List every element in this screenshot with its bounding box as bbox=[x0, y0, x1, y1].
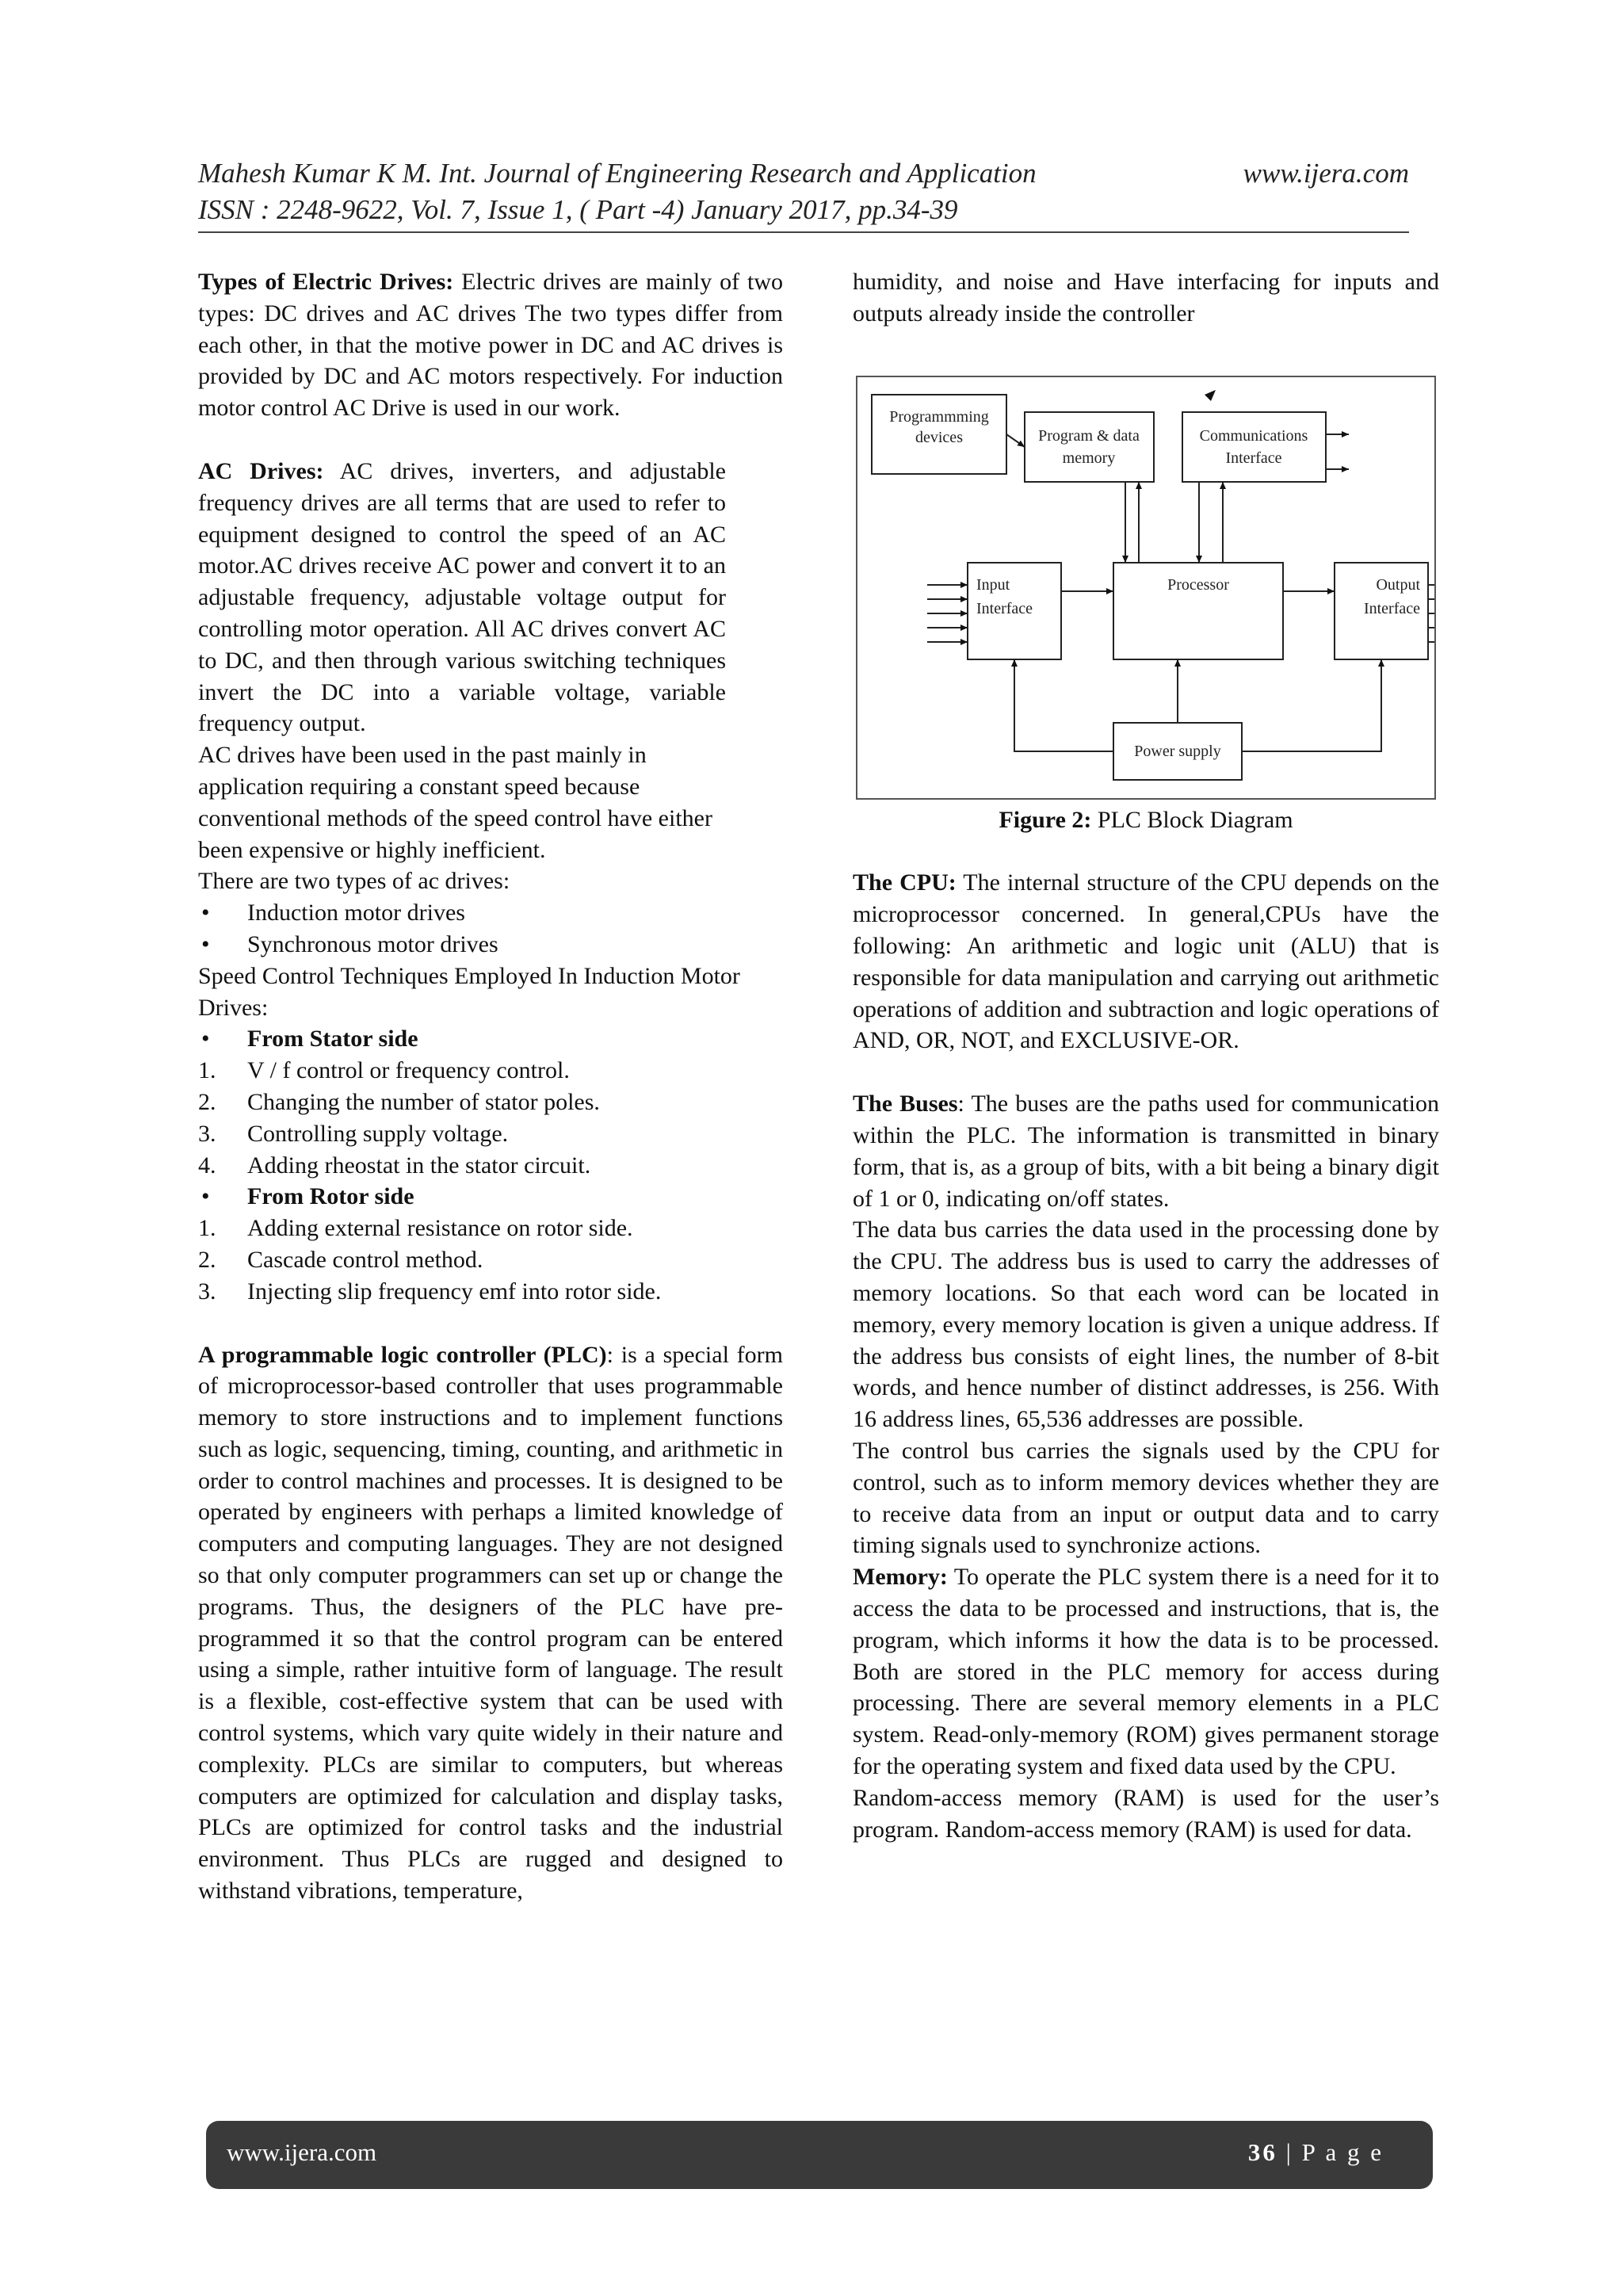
power-to-output-arrow bbox=[1242, 659, 1381, 751]
header-divider bbox=[198, 231, 1409, 233]
power-supply-label: Power supply bbox=[1134, 742, 1221, 760]
journal-website[interactable]: www.ijera.com bbox=[1243, 158, 1409, 189]
drive-types-list bbox=[198, 897, 783, 961]
speed-techniques-line: Speed Control Techniques Employed In Induction Motor Drives: bbox=[198, 962, 740, 1021]
right-column bbox=[853, 266, 1439, 1845]
rotor-heading-list bbox=[198, 1181, 783, 1213]
power-to-input-arrow bbox=[1014, 659, 1113, 751]
figure-caption: Figure 2: PLC Block Diagram bbox=[999, 806, 1293, 833]
cpu-heading: The CPU: bbox=[853, 869, 957, 896]
memory-label-1: Program & data bbox=[1038, 426, 1140, 445]
stator-heading-list bbox=[198, 1023, 783, 1055]
memory-heading: Memory: bbox=[853, 1564, 948, 1591]
page-number: 36 | P a g e bbox=[1247, 2138, 1384, 2166]
control-bus-paragraph: The control bus carries the signals used by the CPU for control, such as to inform memory devices whether they are to receive data from an input or output data and to carry timing signals used to synchronize actions. bbox=[853, 1437, 1439, 1559]
buses-paragraph: The Buses: The buses are the paths used for communication within the PLC. The information is transmitted in binary form, that is, as a group of bits, with a bit being a binary digit of 1 or 0, indicating on/off states. bbox=[853, 1091, 1439, 1212]
prog-to-memory-arrow bbox=[1006, 434, 1025, 447]
left-column bbox=[198, 266, 783, 1907]
data-bus-paragraph: The data bus carries the data used in the processing done by the CPU. The address bus is used to carry the addresses of memory locations. So that each word can be located in memory, every memory location is given a unique address. If the address bus consists of eight lines, the number of 8-bit words, and hence number of distinct addresses, is 256. With 16 address lines, 65,536 addresses are possible. bbox=[853, 1217, 1439, 1433]
memory-paragraph: Memory: To operate the PLC system there is a need for it to access the data to be processed and instructions, that is, the program, which informs it how the data is to be processed. Both are stored in the PLC memory for access during processing. There are several memory elements in a PLC system. Read-only-memory (ROM) gives permanent storage for the operating system and fixed data used by the CPU. bbox=[853, 1564, 1439, 1779]
output-label-1: Output bbox=[1376, 575, 1420, 594]
comms-feedback-arrowhead bbox=[1205, 390, 1216, 401]
journal-citation: Mahesh Kumar K M. Int. Journal of Engineering Research and Application bbox=[198, 158, 1037, 189]
plc-paragraph: A programmable logic controller (PLC): is a special form of microprocessor-based controller that uses programmable memory to store instructions and to implement functions such as logic, sequencing, timing, counting, and arithmetic in order to control machines and processes. It is designed to be operated by engineers with perhaps a limited knowledge of computers and computing languages. They are not designed so that only computer programmers can set up or change the programs. Thus, the designers of the PLC have pre-programmed it so that the control program can be entered using a simple, rather intuitive form of language. The result is a flexible, cost-effective system that can be used with control systems, which vary quite widely in their nature and complexity. PLCs are similar to computers, but whereas computers are optimized for calculation and display tasks, PLCs are optimized for control tasks and the industrial environment. Thus PLCs are rugged and designed to withstand vibrations, temperature, bbox=[198, 1341, 783, 1904]
list-item: • Induction motor drives bbox=[198, 897, 783, 929]
input-label-2: Interface bbox=[976, 599, 1033, 617]
cpu-paragraph: The CPU: The internal structure of the CPU depends on the microprocessor concerned. In general,CPUs have the following: An arithmetic and logic unit (ALU) that is responsible for data manipulation and carrying out arithmetic operations of addition and subtraction and logic operations of AND, OR, NOT, and EXCLUSIVE-OR. bbox=[853, 869, 1440, 1054]
ram-paragraph: Random-access memory (RAM) is used for the user’s program. Random-access memory (RAM) is used for data. bbox=[853, 1784, 1439, 1843]
stator-methods-list bbox=[198, 1055, 783, 1181]
rotor-heading: • From Rotor side bbox=[198, 1181, 783, 1213]
list-item: 2. Changing the number of stator poles. bbox=[198, 1088, 600, 1115]
types-heading: Types of Electric Drives: bbox=[198, 269, 454, 295]
processor-label: Processor bbox=[1167, 575, 1229, 594]
stator-heading: • From Stator side bbox=[198, 1023, 783, 1055]
memory-block bbox=[1025, 412, 1154, 482]
list-item: 3. Injecting slip frequency emf into rotor side. bbox=[198, 1278, 662, 1305]
plc-heading: A programmable logic controller (PLC) bbox=[198, 1341, 607, 1368]
issn-line: ISSN : 2248-9622, Vol. 7, Issue 1, ( Part -4) January 2017, pp.34-39 bbox=[198, 194, 958, 225]
running-header bbox=[198, 155, 1409, 228]
figure-label: Figure 2: bbox=[999, 806, 1092, 833]
rotor-methods-list bbox=[198, 1213, 783, 1307]
list-item: 1. V / f control or frequency control. bbox=[198, 1057, 570, 1084]
ac-drives-paragraph-2: AC drives have been used in the past mainly in application requiring a constant speed because conventional methods of the speed control have either been expensive or highly inefficient. bbox=[198, 742, 712, 863]
programming-devices-label-2: devices bbox=[915, 428, 963, 446]
continued-paragraph: humidity, and noise and Have interfacing for inputs and outputs already inside the controller bbox=[853, 269, 1439, 327]
list-item: 3. Controlling supply voltage. bbox=[198, 1120, 509, 1147]
plc-block-diagram bbox=[856, 376, 1436, 800]
footer-website[interactable]: www.ijera.com bbox=[227, 2138, 377, 2166]
comms-label-1: Communications bbox=[1199, 426, 1308, 445]
page-footer bbox=[206, 2121, 1433, 2189]
list-item: 4. Adding rheostat in the stator circuit. bbox=[198, 1152, 591, 1179]
memory-label-2: memory bbox=[1062, 449, 1116, 467]
buses-heading: The Buses bbox=[853, 1091, 958, 1117]
ac-drives-heading: AC Drives: bbox=[198, 457, 324, 484]
list-item: 2. Cascade control method. bbox=[198, 1246, 483, 1273]
two-types-line: There are two types of ac drives: bbox=[198, 868, 510, 895]
types-of-drives-paragraph: Types of Electric Drives: Electric drives are mainly of two types: DC drives and AC drives The two types differ from each other, in that the motive power in DC and AC drives is provided by DC and AC motors respectively. For induction motor control AC Drive is used in our work. bbox=[198, 269, 783, 422]
ac-drives-paragraph: AC Drives: AC drives, inverters, and adjustable frequency drives are all terms that are used to refer to equipment designed to control the speed of an AC motor.AC drives receive AC power and convert it to an adjustable frequency, adjustable voltage output for controlling motor operation. All AC drives convert AC to DC, and then through various switching techniques invert the DC into a variable voltage, variable frequency output. bbox=[198, 457, 726, 737]
list-item: • Synchronous motor drives bbox=[198, 929, 783, 961]
comms-block bbox=[1182, 412, 1326, 482]
comms-label-2: Interface bbox=[1225, 449, 1282, 467]
output-label-2: Interface bbox=[1363, 599, 1420, 617]
plc-block-diagram-svg bbox=[857, 377, 1434, 798]
programming-devices-label-1: Programmming bbox=[889, 407, 989, 426]
input-label-1: Input bbox=[976, 575, 1010, 594]
list-item: 1. Adding external resistance on rotor side. bbox=[198, 1215, 633, 1242]
